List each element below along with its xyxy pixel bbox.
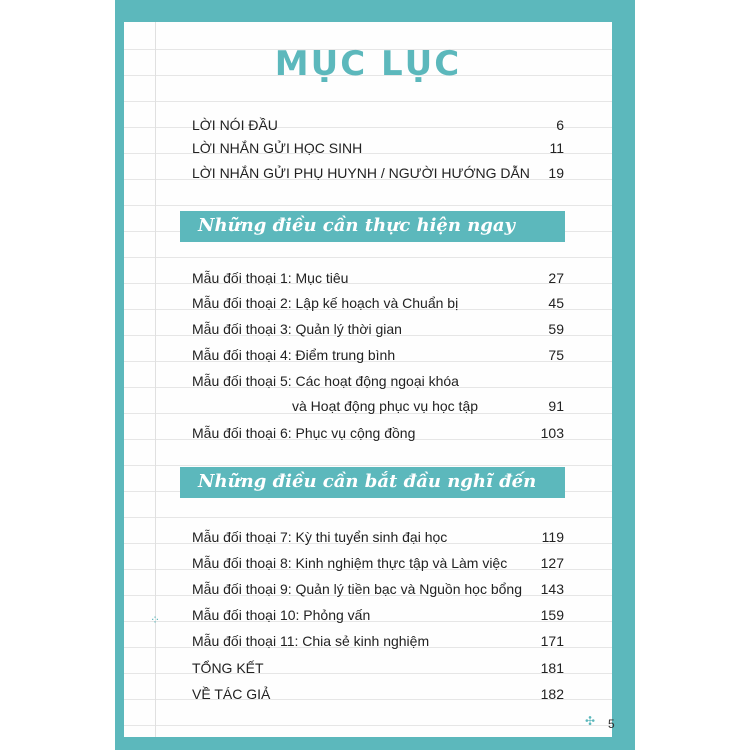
toc-label: Mẫu đối thoại 9: Quản lý tiền bạc và Nguồn học bổng (192, 581, 522, 597)
toc-row[interactable] (192, 686, 564, 708)
toc-page: 159 (540, 607, 564, 623)
toc-label: Mẫu đối thoại 10: Phỏng vấn (192, 607, 371, 623)
section-heading: Những điều cần thực hiện ngay (198, 215, 516, 236)
toc-row[interactable] (192, 529, 564, 551)
toc-label: Mẫu đối thoại 6: Phục vụ cộng đồng (192, 425, 416, 441)
toc-label: Mẫu đối thoại 5: Các hoạt động ngoại khóa (192, 373, 459, 389)
toc-page: 19 (548, 165, 564, 181)
toc-page: 6 (556, 117, 564, 133)
toc-label: Mẫu đối thoại 1: Mục tiêu (192, 270, 349, 286)
toc-page: 45 (548, 295, 564, 311)
toc-label: Mẫu đối thoại 11: Chia sẻ kinh nghiệm (192, 633, 430, 649)
toc-label: LỜI NHẮN GỬI HỌC SINH (192, 140, 363, 156)
toc-label: TỔNG KẾT (192, 660, 264, 676)
toc-label: Mẫu đối thoại 2: Lập kế hoạch và Chuẩn bị (192, 295, 459, 311)
page-title: MỤC LỤC (274, 44, 462, 84)
toc-row[interactable] (192, 295, 564, 317)
toc-page: 182 (540, 686, 564, 702)
toc-label: Mẫu đối thoại 4: Điểm trung bình (192, 347, 396, 363)
toc-row[interactable] (192, 633, 564, 655)
toc-row[interactable] (192, 373, 564, 395)
sparkle-icon: ⁘ (150, 613, 161, 627)
toc-label: VỀ TÁC GIẢ (192, 686, 271, 702)
toc-row[interactable] (192, 660, 564, 682)
margin-line (155, 22, 156, 737)
toc-page: 127 (540, 555, 564, 571)
sparkle-icon: ✣ (585, 714, 596, 728)
toc-page: 171 (540, 633, 564, 649)
toc-row[interactable] (192, 321, 564, 343)
toc-row-continuation[interactable] (192, 398, 564, 420)
toc-page: 91 (548, 398, 564, 414)
toc-row[interactable] (192, 425, 564, 447)
toc-row[interactable] (192, 581, 564, 603)
toc-row[interactable] (192, 555, 564, 577)
toc-page: 75 (548, 347, 564, 363)
toc-label: Mẫu đối thoại 7: Kỳ thi tuyển sinh đại học (192, 529, 448, 545)
toc-label: LỜI NÓI ĐẦU (192, 117, 278, 133)
toc-label: LỜI NHẮN GỬI PHỤ HUYNH / NGƯỜI HƯỚNG DẪN (192, 165, 530, 181)
toc-page: 103 (540, 425, 564, 441)
toc-label: và Hoạt động phục vụ học tập (292, 398, 479, 414)
toc-row[interactable] (192, 140, 564, 162)
toc-row[interactable] (192, 165, 564, 187)
toc-page: 59 (548, 321, 564, 337)
section-banner-1 (180, 211, 565, 242)
toc-page: 11 (549, 140, 564, 156)
toc-row[interactable] (192, 347, 564, 369)
page-number: 5 (608, 717, 615, 731)
toc-label: Mẫu đối thoại 8: Kinh nghiệm thực tập và Làm việc (192, 555, 508, 571)
toc-page: 181 (540, 660, 564, 676)
toc-label: Mẫu đối thoại 3: Quản lý thời gian (192, 321, 402, 337)
section-banner-2 (180, 467, 565, 498)
toc-page: 119 (541, 529, 564, 545)
section-heading: Những điều cần bắt đầu nghĩ đến (198, 471, 537, 492)
toc-page: 143 (540, 581, 564, 597)
toc-row[interactable] (192, 607, 564, 629)
toc-row[interactable] (192, 270, 564, 292)
toc-page: 27 (548, 270, 564, 286)
toc-row[interactable] (192, 117, 564, 139)
